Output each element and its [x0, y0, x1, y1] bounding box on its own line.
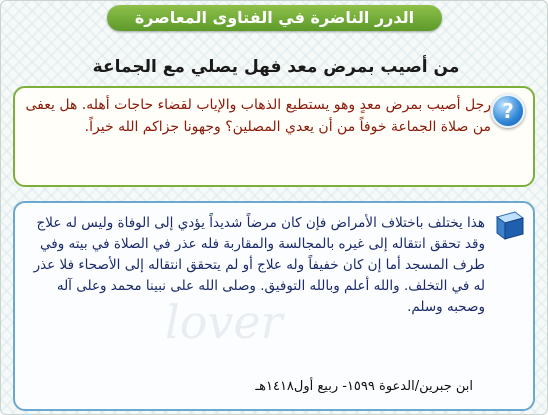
- header-banner: [107, 5, 442, 31]
- question-title: من أصيب بمرض معد فهل يصلي مع الجماعة: [92, 57, 460, 77]
- answer-text: هذا يختلف باختلاف الأمراض فإن كان مرضاً شديداً يؤدي إلى الوفاة وليس له علاج وقد تحقق انتقاله إلى غيره بالمجالسة والمقاربة فله عذر في الصلاة في بيته وفي طرف المسجد أما إن كان خفيفاً وله علاج أو لم يتحقق انتقاله إلى الأصحاء فلا عذر له في التخلف. والله أعلم وبالله التوفيق. وصلى الله على نبينا محمد وعلى آله وصحبه وسلم.: [33, 215, 485, 315]
- question-text: رجل أصيب بمرض معدٍ وهو يستطيع الذهاب والإياب لقضاء حاجات أهله. هل يعفى من صلاة الجماعة خوفاً من أن يعدي المصلين؟ وجهونا جزاكم الله خيراً.: [25, 97, 491, 135]
- header-title: الدرر الناضرة في الفتاوى المعاصرة: [134, 8, 415, 27]
- question-mark-icon: ?: [491, 94, 525, 128]
- answer-reference: ابن جبرين/الدعوة ١٥٩٩- ربيع أول١٤١٨هـ: [255, 379, 473, 394]
- answer-box: [13, 201, 535, 411]
- watermark: lover: [165, 295, 283, 349]
- question-box: [13, 86, 535, 187]
- book-icon: [493, 209, 527, 241]
